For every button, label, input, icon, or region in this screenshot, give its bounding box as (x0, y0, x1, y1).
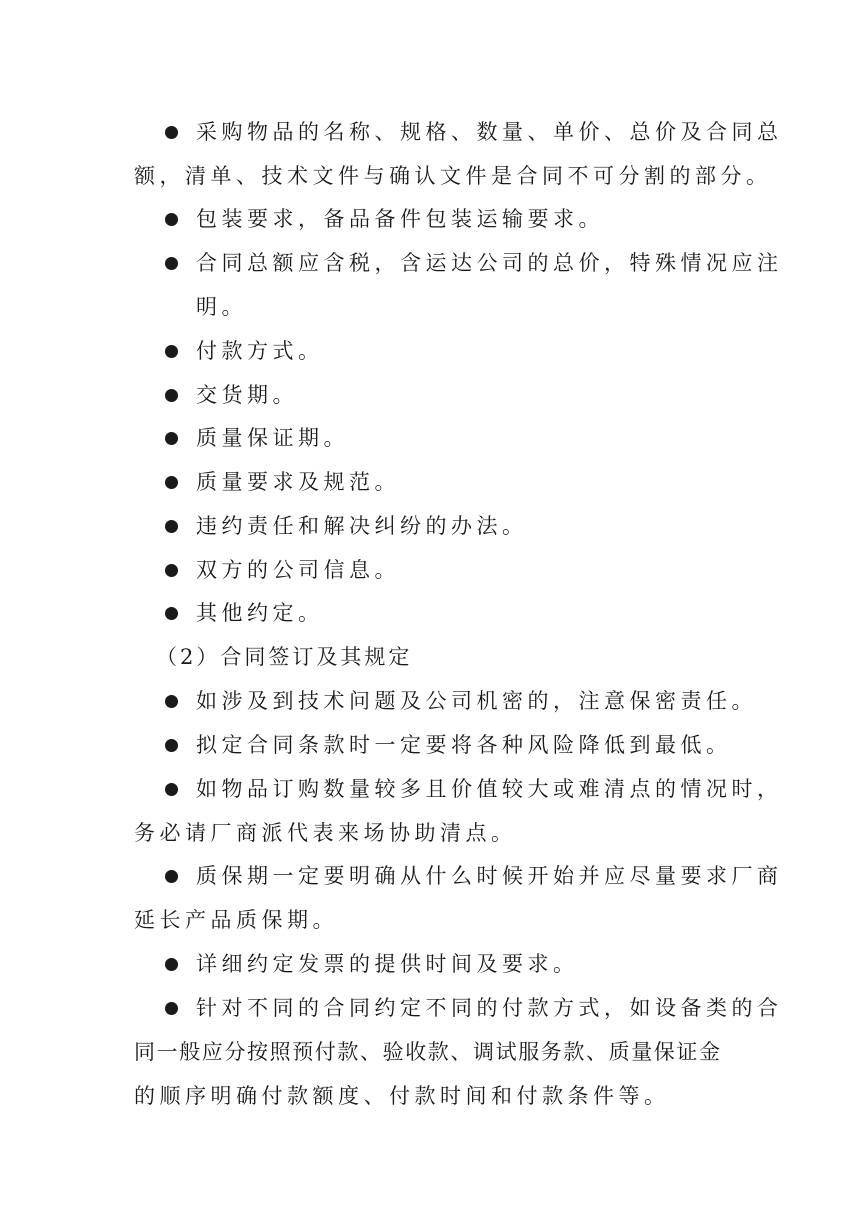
text-line: 质量保证期。 (196, 426, 349, 450)
bullet-icon (165, 389, 178, 402)
bullet-icon (165, 739, 178, 752)
bullet-icon (165, 476, 178, 489)
bullet-icon (165, 213, 178, 226)
bullet-icon (165, 783, 178, 796)
text-line: 质量要求及规范。 (196, 470, 400, 494)
text-line: 质保期一定要明确从什么时候开始并应尽量要求厂商 (196, 864, 783, 888)
bullet-icon (165, 520, 178, 533)
text-line: 付款方式。 (196, 339, 324, 363)
text-line: 针对不同的合同约定不同的付款方式，如设备类的合 (196, 996, 783, 1020)
bullet-icon (165, 958, 178, 971)
bullet-icon (165, 345, 178, 358)
text-line: 拟定合同条款时一定要将各种风险降低到最低。 (196, 733, 732, 757)
bullet-icon (165, 126, 178, 139)
text-line: 明。 (196, 295, 247, 319)
bullet-icon (165, 607, 178, 620)
text-line: 额，清单、技术文件与确认文件是合同不可分割的部分。 (134, 164, 772, 188)
text-line: 双方的公司信息。 (196, 558, 400, 582)
text-line: 详细约定发票的提供时间及要求。 (196, 952, 579, 976)
section-heading: （2）合同签订及其规定 (156, 645, 413, 669)
text-line: 违约责任和解决纠纷的办法。 (196, 514, 528, 538)
text-line: 其他约定。 (196, 601, 324, 625)
text-line: 延长产品质保期。 (134, 908, 338, 932)
text-line: 如物品订购数量较多且价值较大或难清点的情况时， (196, 777, 783, 801)
text-line: 交货期。 (196, 383, 298, 407)
bullet-icon (165, 564, 178, 577)
text-line: 合同总额应含税，含运达公司的总价，特殊情况应注 (196, 251, 783, 275)
text-line: 务必请厂商派代表来场协助清点。 (134, 821, 517, 845)
bullet-icon (165, 257, 178, 270)
text-line: 的顺序明确付款额度、付款时间和付款条件等。 (134, 1084, 670, 1108)
bullet-icon (165, 1002, 178, 1015)
text-line: 同一般应分按照预付款、验收款、调试服务款、质量保证金 (134, 1040, 722, 1064)
bullet-icon (165, 432, 178, 445)
bullet-icon (165, 695, 178, 708)
text-line: 采购物品的名称、规格、数量、单价、总价及合同总 (196, 120, 783, 144)
text-line: 如涉及到技术问题及公司机密的，注意保密责任。 (196, 689, 757, 713)
bullet-icon (165, 870, 178, 883)
text-line: 包装要求，备品备件包装运输要求。 (196, 207, 604, 231)
